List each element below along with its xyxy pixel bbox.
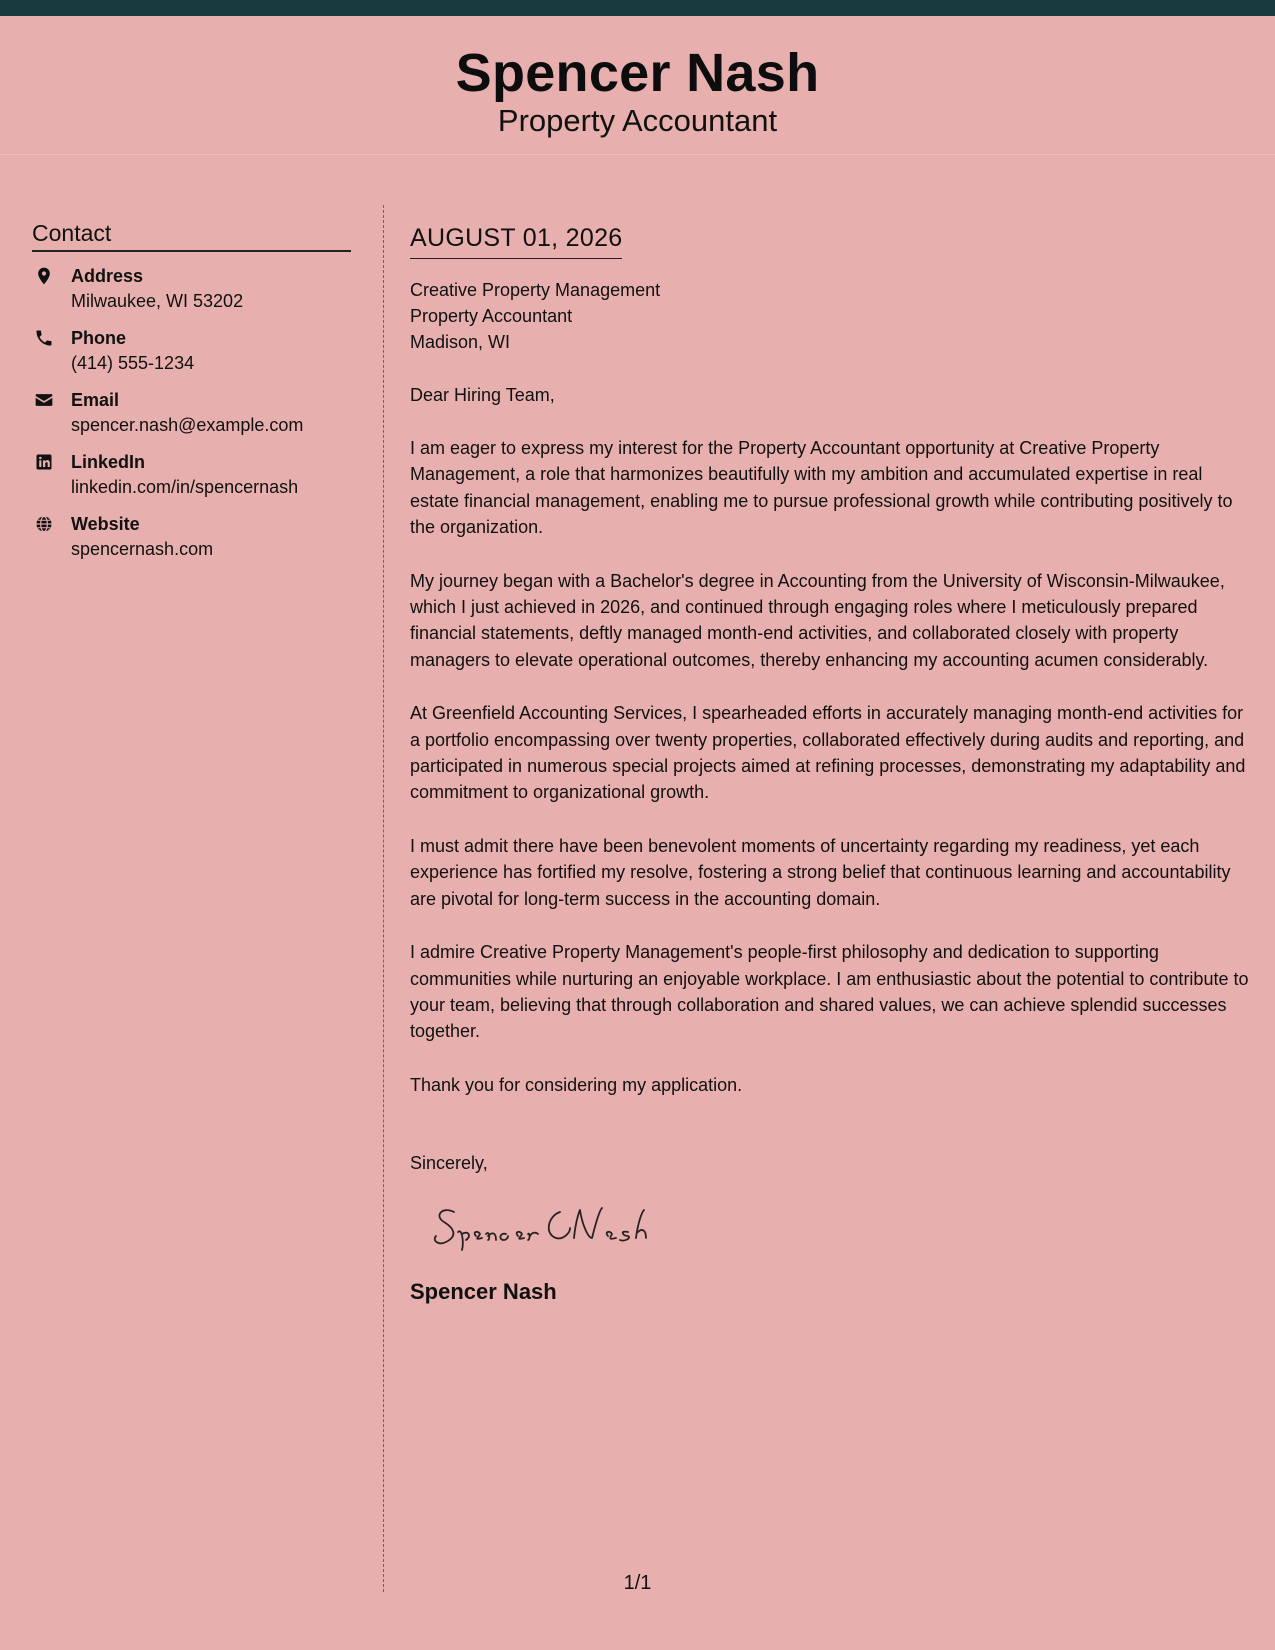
header — [0, 16, 1275, 155]
map-pin-icon — [34, 266, 54, 286]
contact-sidebar — [32, 218, 351, 562]
address-label: Address — [71, 266, 144, 286]
contact-address — [32, 264, 351, 314]
recipient-company: Creative Property Management — [410, 280, 661, 300]
top-accent-bar — [0, 0, 1275, 16]
globe-icon — [34, 514, 54, 534]
phone-icon — [34, 328, 54, 348]
recipient-block — [410, 277, 1255, 355]
greeting: Dear Hiring Team, — [410, 385, 555, 405]
paragraph-1: I am eager to express my interest for the Property Accountant opportunity at Creative Property Management, a role that harmonizes beautifully with my ambition and accumulated expertise in real estate financial management, enabling me to pursue professional growth while contributing positively to the organization. — [410, 438, 1233, 538]
letter-body — [410, 222, 1255, 1307]
email-value: spencer.nash@example.com — [71, 415, 304, 435]
address-value: Milwaukee, WI 53202 — [71, 291, 244, 311]
contact-heading: Contact — [32, 218, 351, 252]
paragraph-2: My journey began with a Bachelor's degree in Accounting from the University of Wisconsin-Milwaukee, which I just achieved in 2026, and continued through engaging roles where I meticulously prepared financial statements, deftly managed month-end activities, and collaborated closely with property managers to elevate operational outcomes, thereby enhancing my accounting acumen considerably. — [410, 570, 1225, 670]
paragraph-6: Thank you for considering my application. — [410, 1074, 743, 1095]
recipient-location: Madison, WI — [410, 332, 511, 352]
signer-name: Spencer Nash — [410, 1279, 557, 1305]
candidate-name: Spencer Nash — [455, 43, 820, 103]
linkedin-value: linkedin.com/in/spencernash — [71, 477, 299, 497]
column-divider — [383, 205, 384, 1592]
paragraph-3: At Greenfield Accounting Services, I spearheaded efforts in accurately managing month-end activities for a portfolio encompassing over twenty properties, collaborated effectively during audits and reporting, and participated in numerous special projects aimed at refining processes, demonstrating my adaptability and commitment to organizational growth. — [410, 703, 1246, 803]
email-label: Email — [71, 390, 120, 410]
phone-label: Phone — [71, 328, 127, 348]
envelope-icon — [34, 390, 54, 410]
contact-website — [32, 512, 351, 562]
letter-date: AUGUST 01, 2026 — [410, 222, 622, 259]
paragraph-4: I must admit there have been benevolent moments of uncertainty regarding my readiness, yet each experience has fortified my resolve, fostering a strong belief that continuous learning and accountability are pivotal for long-term success in the accounting domain. — [410, 835, 1231, 909]
recipient-position: Property Accountant — [410, 306, 573, 326]
contact-linkedin — [32, 450, 351, 500]
contact-email — [32, 388, 351, 438]
closing: Sincerely, — [410, 1153, 488, 1174]
paragraph-5: I admire Creative Property Management's people-first philosophy and dedication to supporting communities while nurturing an enjoyable workplace. I am enthusiastic about the potential to contribute to your team, believing that through collaboration and shared values, we can achieve splendid successes together. — [410, 942, 1249, 1042]
page-number: 1/1 — [623, 1572, 652, 1594]
handwritten-signature — [432, 1198, 662, 1256]
linkedin-icon — [34, 452, 54, 472]
job-title: Property Accountant — [497, 103, 778, 138]
website-value: spencernash.com — [71, 539, 214, 559]
contact-phone — [32, 326, 351, 376]
website-label: Website — [71, 514, 140, 534]
linkedin-label: LinkedIn — [71, 452, 146, 472]
phone-value: (414) 555-1234 — [71, 353, 195, 373]
